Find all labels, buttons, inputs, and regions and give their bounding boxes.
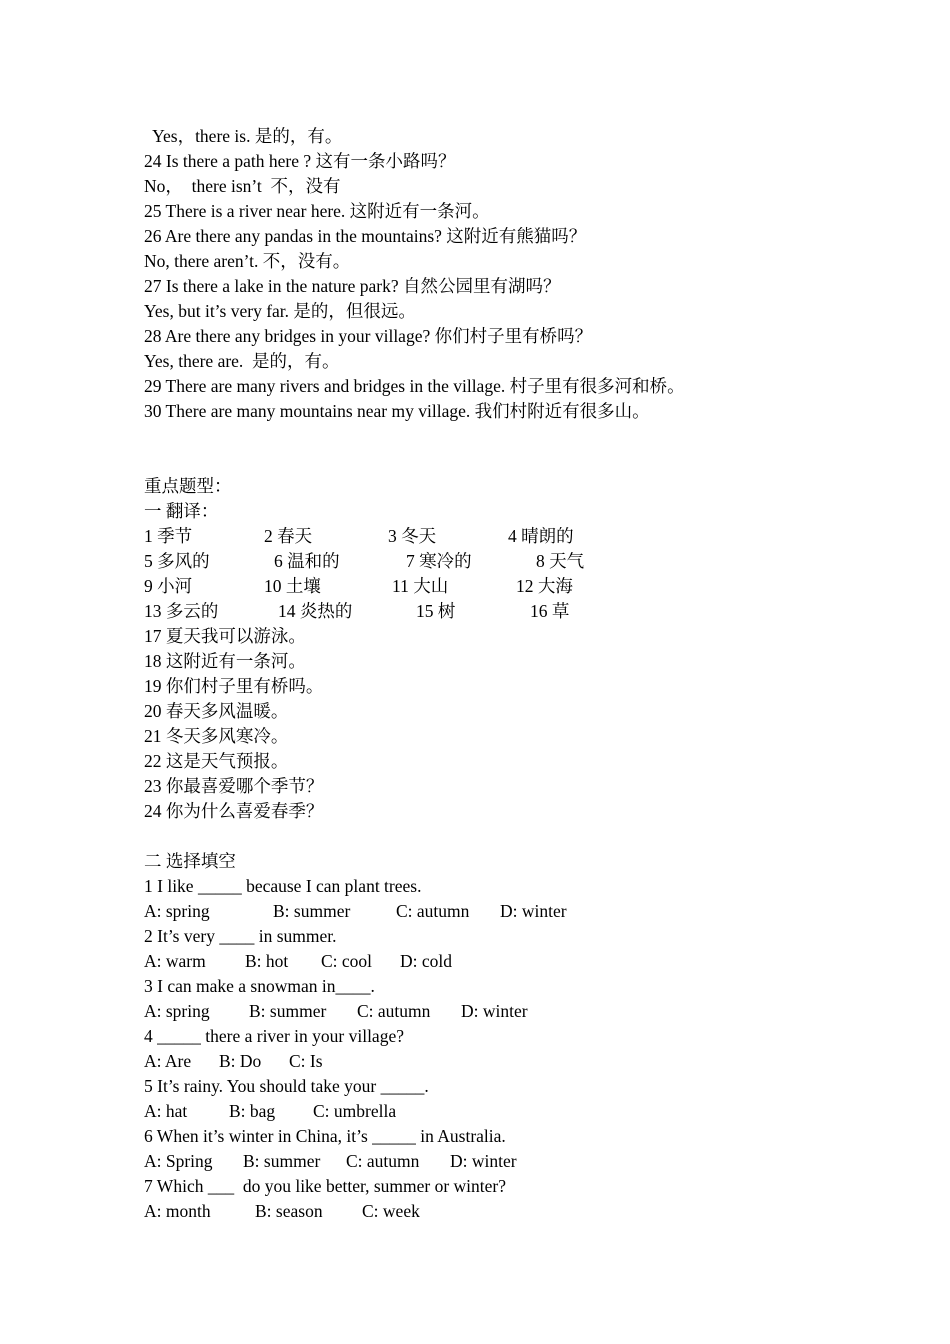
word-item: 4 晴朗的 xyxy=(508,526,574,546)
sentence-line: 30 There are many mountains near my village. 我们村附近有很多山。 xyxy=(144,401,650,421)
question-text: 4 _____ there a river in your village? xyxy=(144,1026,404,1046)
word-row xyxy=(144,601,844,621)
option-item: C: week xyxy=(362,1201,420,1221)
option-row xyxy=(144,1151,844,1171)
option-row xyxy=(144,1051,844,1071)
option-item: B: summer xyxy=(243,1151,321,1171)
word-item: 15 树 xyxy=(416,601,456,621)
option-row xyxy=(144,901,844,921)
sentence-line: No， there isn’t 不，没有 xyxy=(144,176,341,196)
option-item: A: spring xyxy=(144,901,210,921)
sentence-line: 29 There are many rivers and bridges in the village. 村子里有很多河和桥。 xyxy=(144,376,685,396)
option-item: A: spring xyxy=(144,1001,210,1021)
option-row xyxy=(144,1201,844,1221)
option-item: A: Are xyxy=(144,1051,192,1071)
translation-sentence: 21 冬天多风寒冷。 xyxy=(144,726,289,746)
sentence-line: Yes, there are. 是的，有。 xyxy=(144,351,340,371)
sentence-line: No, there aren’t. 不，没有。 xyxy=(144,251,351,271)
word-row xyxy=(144,576,844,596)
word-item: 10 土壤 xyxy=(264,576,321,596)
question-text: 3 I can make a snowman in____. xyxy=(144,976,375,996)
word-item: 3 冬天 xyxy=(388,526,437,546)
sentence-line: 24 Is there a path here ? 这有一条小路吗？ xyxy=(144,151,456,171)
translation-sentence: 23 你最喜爱哪个季节？ xyxy=(144,776,324,796)
question-text: 1 I like _____ because I can plant trees. xyxy=(144,876,422,896)
option-item: A: warm xyxy=(144,951,206,971)
question-text: 7 Which ___ do you like better, summer or winter? xyxy=(144,1176,507,1196)
option-item: D: cold xyxy=(400,951,453,971)
translation-sentence: 20 春天多风温暖。 xyxy=(144,701,289,721)
option-item: B: summer xyxy=(273,901,351,921)
translation-sentence: 19 你们村子里有桥吗。 xyxy=(144,676,324,696)
word-row xyxy=(144,526,844,546)
translation-sentence: 22 这是天气预报。 xyxy=(144,751,289,771)
sentence-line: 28 Are there any bridges in your village? 你们村子里有桥吗？ xyxy=(144,326,593,346)
word-item: 12 大海 xyxy=(516,576,573,596)
option-item: C: umbrella xyxy=(313,1101,397,1121)
option-item: B: hot xyxy=(245,951,289,971)
word-item: 2 春天 xyxy=(264,526,313,546)
sentence-line: Yes, but it’s very far. 是的，但很远。 xyxy=(144,301,416,321)
option-item: C: autumn xyxy=(396,901,470,921)
translation-sentence: 18 这附近有一条河。 xyxy=(144,651,306,671)
sentence-line: 27 Is there a lake in the nature park? 自然公园里有湖吗？ xyxy=(144,276,561,296)
option-item: C: cool xyxy=(321,951,373,971)
question-text: 6 When it’s winter in China, it’s _____ in Australia. xyxy=(144,1126,506,1146)
sentence-line: Yes，there is. 是的，有。 xyxy=(144,126,343,146)
section-heading-choice: 二 选择填空 xyxy=(144,851,236,871)
option-row xyxy=(144,951,844,971)
word-item: 8 天气 xyxy=(536,551,585,571)
option-item: A: month xyxy=(144,1201,211,1221)
translation-sentence: 24 你为什么喜爱春季？ xyxy=(144,801,324,821)
sentence-line: 26 Are there any pandas in the mountains? 这附近有熊猫吗？ xyxy=(144,226,587,246)
option-item: B: summer xyxy=(249,1001,327,1021)
option-item: C: autumn xyxy=(357,1001,431,1021)
option-item: A: hat xyxy=(144,1101,188,1121)
section-heading-translation: 一 翻译： xyxy=(144,501,219,521)
word-item: 1 季节 xyxy=(144,526,193,546)
word-item: 7 寒冷的 xyxy=(406,551,472,571)
section-heading-key-types: 重点题型： xyxy=(144,476,232,496)
option-item: C: Is xyxy=(289,1051,323,1071)
word-item: 13 多云的 xyxy=(144,601,219,621)
word-item: 9 小河 xyxy=(144,576,193,596)
option-item: D: winter xyxy=(461,1001,528,1021)
option-item: B: Do xyxy=(219,1051,262,1071)
option-item: D: winter xyxy=(450,1151,517,1171)
word-item: 11 大山 xyxy=(392,576,449,596)
word-row xyxy=(144,551,844,571)
option-item: D: winter xyxy=(500,901,567,921)
question-text: 5 It’s rainy. You should take your _____. xyxy=(144,1076,429,1096)
option-item: B: season xyxy=(255,1201,323,1221)
translation-sentence: 17 夏天我可以游泳。 xyxy=(144,626,306,646)
sentence-line: 25 There is a river near here. 这附近有一条河。 xyxy=(144,201,490,221)
option-item: B: bag xyxy=(229,1101,276,1121)
word-item: 5 多风的 xyxy=(144,551,210,571)
option-row xyxy=(144,1101,844,1121)
option-item: A: Spring xyxy=(144,1151,213,1171)
option-item: C: autumn xyxy=(346,1151,420,1171)
word-item: 14 炎热的 xyxy=(278,601,353,621)
question-text: 2 It’s very ____ in summer. xyxy=(144,926,337,946)
option-row xyxy=(144,1001,844,1021)
word-item: 6 温和的 xyxy=(274,551,340,571)
word-item: 16 草 xyxy=(530,601,570,621)
